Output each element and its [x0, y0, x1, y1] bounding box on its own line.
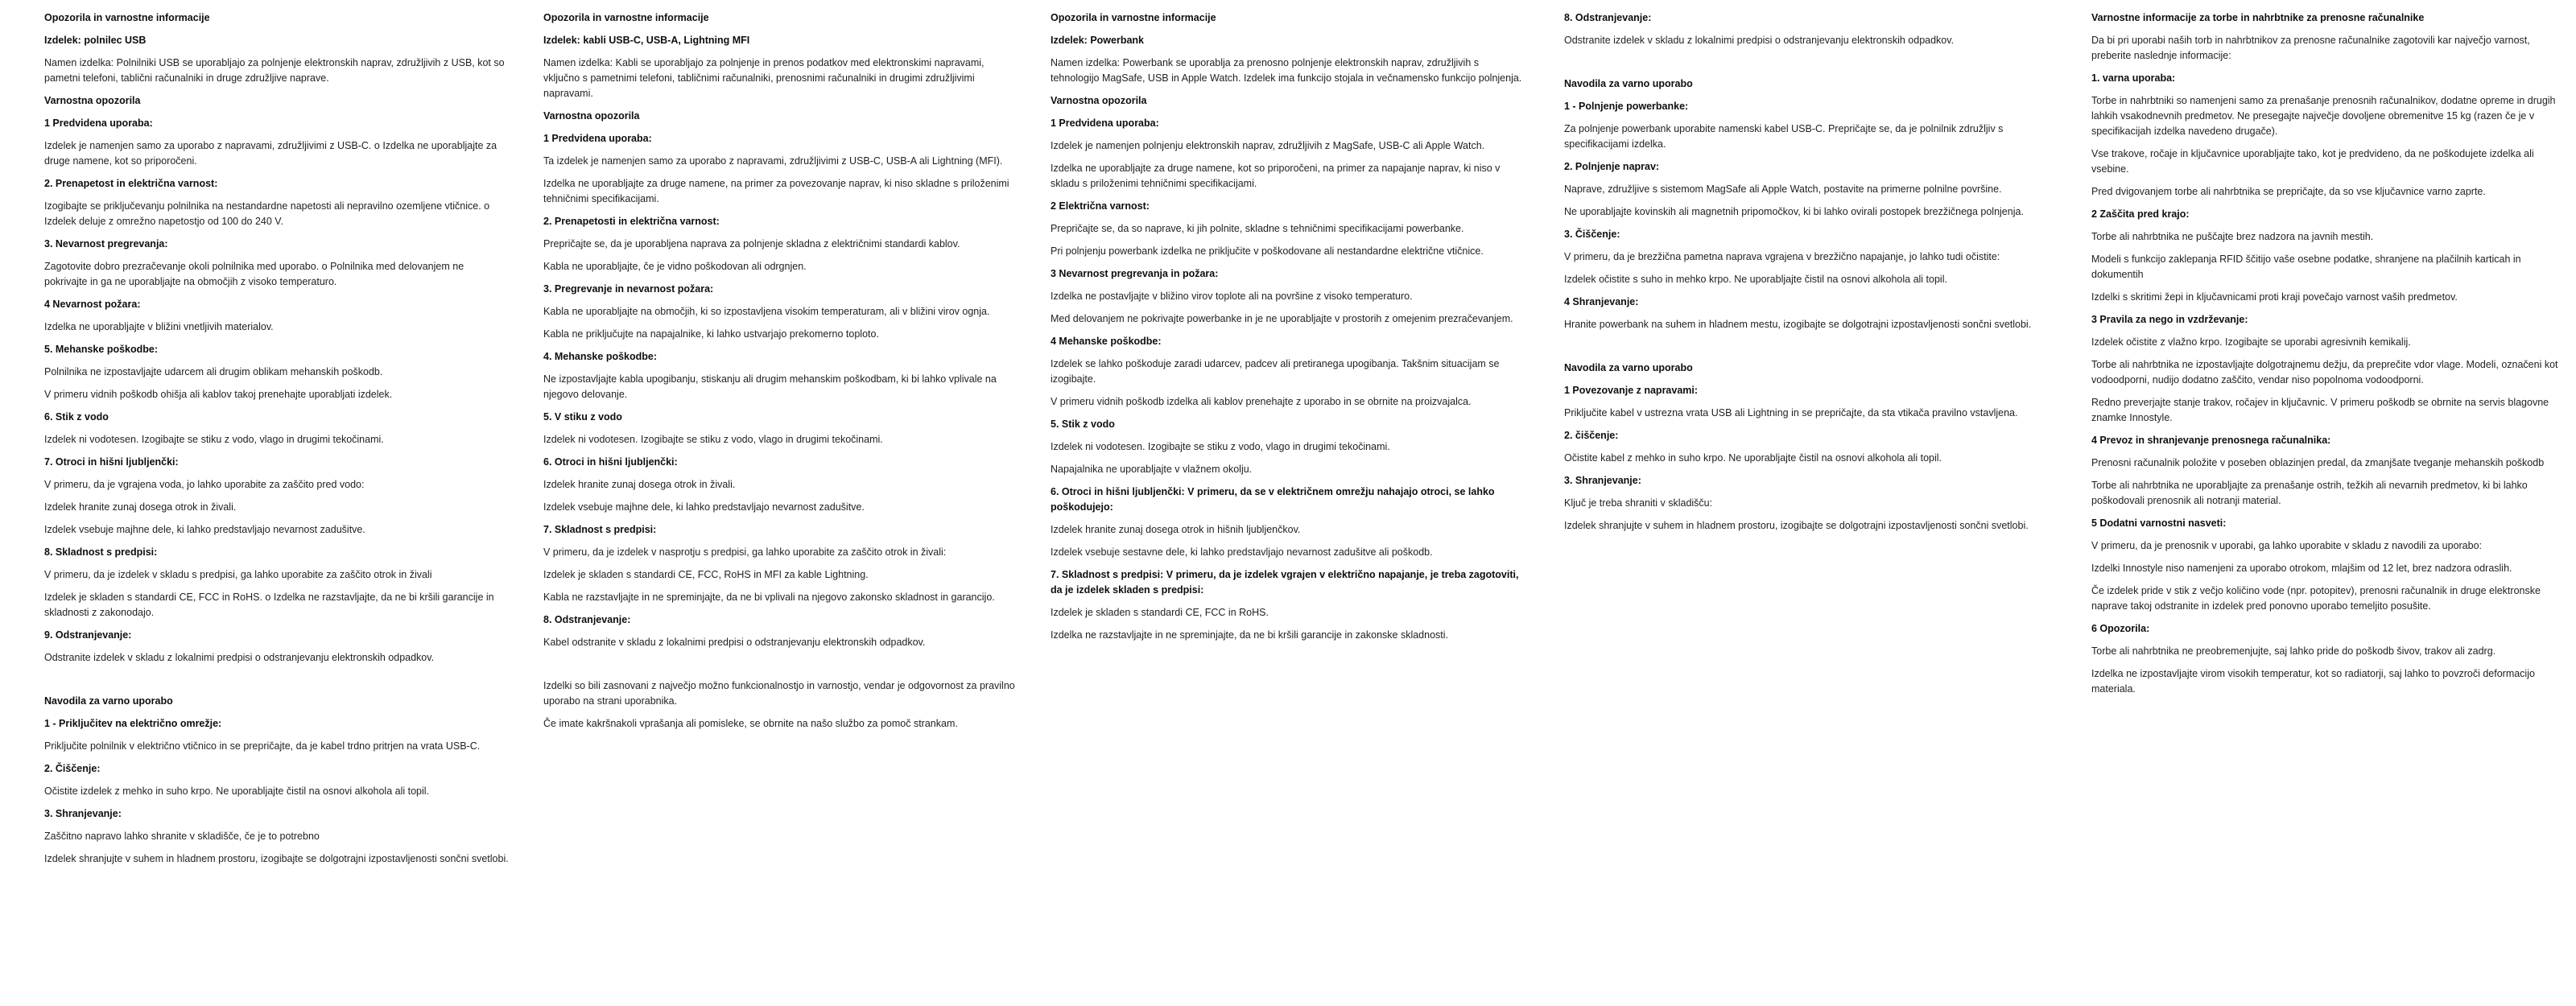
paragraph: Izdelka ne uporabljajte za druge namene, kot so priporočeni, na primer za napajanje naprav, ki niso v skladu s priloženimi tehničnimi specifikacijami.	[1051, 163, 1501, 189]
section-heading: 1 - Polnjenje powerbanke:	[1564, 101, 1689, 112]
section-heading: 1. varna uporaba:	[2091, 72, 2176, 84]
paragraph: Odstranite izdelek v skladu z lokalnimi predpisi o odstranjevanju elektronskih odpadkov.	[44, 652, 435, 663]
section-heading: 1 Povezovanje z napravami:	[1564, 385, 1699, 396]
paragraph: Polnilnika ne izpostavljajte udarcem ali drugim oblikam mehanskih poškodb.	[44, 366, 383, 377]
section-heading: 5. Mehanske poškodbe:	[44, 344, 159, 355]
paragraph: Izdelek shranjujte v suhem in hladnem prostoru, izogibajte se dolgotrajni izpostavljenosti sončni svetlobi.	[44, 853, 509, 864]
paragraph: Izdelek je namenjen samo za uporabo z napravami, združljivimi z USB-C. o Izdelka ne uporabljajte za druge namene, kot so priporočeni.	[44, 140, 497, 167]
section-heading: 2. Prenapetost in električna varnost:	[44, 178, 218, 189]
paragraph: Izdelek shranjujte v suhem in hladnem prostoru, izogibajte se dolgotrajni izpostavljenosti sončni svetlobi.	[1564, 520, 2029, 531]
paragraph: Izdelek hranite zunaj dosega otrok in živali.	[44, 501, 237, 513]
paragraph: Torbe ali nahrbtnika ne puščajte brez nadzora na javnih mestih.	[2091, 231, 2374, 242]
paragraph: Če izdelek pride v stik z večjo količino vode (npr. potopitev), prenosni računalnik in druge elektronske naprave takoj odstranite in izdelek pred ponovno uporabo temeljito posušite.	[2091, 585, 2541, 612]
paragraph: Izdelek je skladen s standardi CE, FCC in RoHS. o Izdelka ne razstavljajte, da ne bi kršili garancije in skladnosti z zakonodajo.	[44, 592, 494, 618]
section-spacer	[1564, 56, 2047, 76]
section-heading: 2 Električna varnost:	[1051, 200, 1150, 212]
paragraph: Kabla ne uporabljajte na območjih, ki so izpostavljena visokim temperaturam, ali v bližini virov ognja.	[543, 306, 990, 317]
text-column-powerbank	[1051, 10, 1529, 650]
section-heading: 1 - Priključitev na električno omrežje:	[44, 718, 222, 729]
section-heading: 2. Čiščenje:	[44, 763, 101, 774]
section-heading: 3 Pravila za nego in vzdrževanje:	[2091, 314, 2248, 325]
paragraph: Torbe ali nahrbtnika ne izpostavljajte dolgotrajnemu dežju, da preprečite vdor vlage. Modeli, označeni kot vodoodporni, nudijo dodatno zaščito, vendar niso popolnoma vodoodporni.	[2091, 359, 2558, 385]
paragraph: V primeru vidnih poškodb ohišja ali kablov takoj prenehajte uporabljati izdelek.	[44, 389, 393, 400]
paragraph: Torbe in nahrbtniki so namenjeni samo za prenašanje prenosnih računalnikov, dodatne opreme in drugih lahkih vsakodnevnih predmetov. Ne presegajte največje dovoljene obremenitve 15 kg (razen če je v specifikacijah izdelka navedeno drugače).	[2091, 95, 2556, 137]
paragraph: Napajalnika ne uporabljajte v vlažnem okolju.	[1051, 464, 1253, 475]
paragraph: Izdelek je skladen s standardi CE, FCC in RoHS.	[1051, 607, 1269, 618]
section-spacer	[44, 673, 510, 694]
paragraph: Odstranite izdelek v skladu z lokalnimi predpisi o odstranjevanju elektronskih odpadkov.	[1564, 35, 1955, 46]
paragraph: Zagotovite dobro prezračevanje okoli polnilnika med uporabo. o Polnilnika med delovanjem ne pokrivajte in ga ne uporabljajte na območjih z visoko temperaturo.	[44, 261, 464, 287]
paragraph: Med delovanjem ne pokrivajte powerbanke in je ne uporabljajte v prostorih z omejenim prezračevanjem.	[1051, 313, 1513, 324]
section-heading: 3. Čiščenje:	[1564, 229, 1620, 240]
paragraph: Izdelek ni vodotesen. Izogibajte se stiku z vodo, vlago in drugimi tekočinami.	[1051, 441, 1390, 452]
paragraph: Za polnjenje powerbank uporabite namenski kabel USB-C. Prepričajte se, da je polnilnik združljiv s specifikacijami izdelka.	[1564, 123, 2004, 150]
section-heading: Navodila za varno uporabo	[1564, 362, 1693, 373]
section-heading: Opozorila in varnostne informacije	[44, 12, 210, 23]
section-heading: 1 Predvidena uporaba:	[1051, 118, 1159, 129]
paragraph: Ne uporabljajte kovinskih ali magnetnih pripomočkov, ki bi lahko ovirali postopek brezžičnega polnjenja.	[1564, 206, 2024, 217]
section-heading: 3. Nevarnost pregrevanja:	[44, 238, 168, 249]
paragraph: Priključite polnilnik v električno vtičnico in se prepričajte, da je kabel trdno pritrjen na vrata USB-C.	[44, 740, 481, 752]
paragraph: Pred dvigovanjem torbe ali nahrbtnika se prepričajte, da so vse ključavnice varno zaprte.	[2091, 186, 2486, 197]
paragraph: Izdelek hranite zunaj dosega otrok in živali.	[543, 479, 736, 490]
paragraph: V primeru, da je izdelek v skladu s predpisi, ga lahko uporabite za zaščito otrok in živali	[44, 569, 432, 580]
section-heading: 4. Mehanske poškodbe:	[543, 351, 658, 362]
paragraph: Če imate kakršnakoli vprašanja ali pomisleke, se obrnite na našo službo za pomoč strankam.	[543, 718, 958, 729]
section-heading: 3 Nevarnost pregrevanja in požara:	[1051, 268, 1219, 279]
paragraph: Izdelek očistite s suho in mehko krpo. Ne uporabljajte čistil na osnovi alkohola ali topil.	[1564, 274, 1947, 285]
section-heading: 9. Odstranjevanje:	[44, 629, 132, 641]
section-heading: 1 Predvidena uporaba:	[44, 118, 153, 129]
paragraph: Izdelek je namenjen polnjenju elektronskih naprav, združljivih z MagSafe, USB-C ali Apple Watch.	[1051, 140, 1485, 151]
paragraph: Izdelek ni vodotesen. Izogibajte se stiku z vodo, vlago in drugimi tekočinami.	[543, 434, 883, 445]
section-heading: Varnostna opozorila	[1051, 95, 1147, 106]
section-heading: 7. Skladnost s predpisi:	[543, 524, 657, 535]
paragraph: Priključite kabel v ustrezna vrata USB ali Lightning in se prepričajte, da sta vtikača pravilno vstavljena.	[1564, 407, 2018, 418]
paragraph: Izdelek vsebuje majhne dele, ki lahko predstavljajo nevarnost zadušitve.	[44, 524, 365, 535]
section-heading: Varnostna opozorila	[543, 110, 640, 122]
section-heading: Navodila za varno uporabo	[44, 695, 173, 707]
paragraph: Izdelki so bili zasnovani z največjo možno funkcionalnostjo in varnostjo, vendar je odgovornost za pravilno uporabo na strani uporabnika.	[543, 680, 1015, 707]
section-spacer	[1564, 340, 2047, 361]
section-heading: 4 Nevarnost požara:	[44, 299, 141, 310]
section-heading: 3. Shranjevanje:	[44, 808, 122, 819]
section-heading: 6 Opozorila:	[2091, 623, 2150, 634]
paragraph: Torbe ali nahrbtnika ne preobremenjujte, saj lahko pride do poškodb šivov, trakov ali zadrg.	[2091, 645, 2496, 657]
paragraph: Izdelek vsebuje sestavne dele, ki lahko predstavljajo nevarnost zadušitve ali poškodb.	[1051, 546, 1433, 558]
paragraph: Izdelka ne postavljajte v bližino virov toplote ali na površine z visoko temperaturo.	[1051, 291, 1413, 302]
paragraph: Izdelek se lahko poškoduje zaradi udarcev, padcev ali pretiranega upogibanja. Takšnim situacijam se izogibajte.	[1051, 358, 1500, 385]
paragraph: Kabla ne uporabljajte, če je vidno poškodovan ali odrgnjen.	[543, 261, 807, 272]
paragraph: Ne izpostavljajte kabla upogibanju, stiskanju ali drugim mehanskim poškodbam, ki bi lahko vplivale na njegovo delovanje.	[543, 373, 997, 400]
section-heading: 6. Stik z vodo	[44, 411, 109, 423]
paragraph: Izdelki Innostyle niso namenjeni za uporabo otrokom, mlajšim od 12 let, brez nadzora odraslih.	[2091, 563, 2512, 574]
paragraph: Prepričajte se, da je uporabljena naprava za polnjenje skladna z električnimi standardi kablov.	[543, 238, 960, 249]
paragraph: V primeru, da je prenosnik v uporabi, ga lahko uporabite v skladu z navodili za uporabo:	[2091, 540, 2483, 551]
section-heading: 2. čiščenje:	[1564, 430, 1619, 441]
section-spacer	[543, 658, 1018, 678]
section-heading: Izdelek: polnilec USB	[44, 35, 147, 46]
paragraph: Ta izdelek je namenjen samo za uporabo z napravami, združljivimi z USB-C, USB-A ali Lightning (MFI).	[543, 155, 1003, 167]
paragraph: Hranite powerbank na suhem in hladnem mestu, izogibajte se dolgotrajni izpostavljenosti sončni svetlobi.	[1564, 319, 2032, 330]
paragraph: Modeli s funkcijo zaklepanja RFID ščitijo vaše osebne podatke, shranjene na plačilnih karticah in dokumentih	[2091, 254, 2521, 280]
paragraph: Pri polnjenju powerbank izdelka ne priključite v poškodovane ali nestandardne električne vtičnice.	[1051, 245, 1484, 257]
section-heading: 4 Prevoz in shranjevanje prenosnega računalnika:	[2091, 435, 2331, 446]
section-heading: 8. Odstranjevanje:	[543, 614, 631, 625]
section-heading: 8. Odstranjevanje:	[1564, 12, 1652, 23]
paragraph: Izdelek ni vodotesen. Izogibajte se stiku z vodo, vlago in drugimi tekočinami.	[44, 434, 384, 445]
section-heading: 3. Shranjevanje:	[1564, 475, 1641, 486]
paragraph: Izdelek je skladen s standardi CE, FCC, RoHS in MFI za kable Lightning.	[543, 569, 869, 580]
paragraph: Namen izdelka: Powerbank se uporablja za prenosno polnjenje elektronskih naprav, združljivih s tehnologijo MagSafe, USB in Apple Watch. Izdelek ima funkcijo stojala in večnamensko funkcijo polnjenja.	[1051, 57, 1522, 84]
paragraph: Kabla ne razstavljajte in ne spreminjajte, da ne bi vplivali na njegovo zakonsko skladnost in garancijo.	[543, 592, 995, 603]
section-heading: 6. Otroci in hišni ljubljenčki: V primeru, da se v električnem omrežju nahajajo otroci, se lahko poškodujejo:	[1051, 486, 1495, 513]
paragraph: V primeru vidnih poškodb izdelka ali kablov prenehajte z uporabo in se obrnite na proizvajalca.	[1051, 396, 1472, 407]
paragraph: Torbe ali nahrbtnika ne uporabljajte za prenašanje ostrih, težkih ali nevarnih predmetov, ki bi lahko poškodovali prenosnik ali notranji material.	[2091, 480, 2528, 506]
paragraph: Naprave, združljive s sistemom MagSafe ali Apple Watch, postavite na primerne polnilne površine.	[1564, 183, 2002, 195]
text-column-usb-charger	[44, 10, 510, 874]
paragraph: Očistite izdelek z mehko in suho krpo. Ne uporabljajte čistil na osnovi alkohola ali topil.	[44, 785, 430, 797]
paragraph: Ključ je treba shraniti v skladišču:	[1564, 497, 1713, 509]
paragraph: V primeru, da je brezžična pametna naprava vgrajena v brezžično napajanje, jo lahko tudi očistite:	[1564, 251, 2000, 262]
section-heading: Varnostna opozorila	[44, 95, 141, 106]
paragraph: Namen izdelka: Polnilniki USB se uporabljajo za polnjenje elektronskih naprav, združljivih z USB, kot so pametni telefoni, tablični računalniki in druge združljive naprave.	[44, 57, 505, 84]
section-heading: 7. Skladnost s predpisi: V primeru, da je izdelek vgrajen v električno napajanje, je treba zagotoviti, da je izdelek skladen s predpisi:	[1051, 569, 1519, 596]
paragraph: Redno preverjajte stanje trakov, ročajev in ključavnic. V primeru poškodb se obrnite na servis blagovne znamke Innostyle.	[2091, 397, 2549, 423]
section-heading: 7. Otroci in hišni ljubljenčki:	[44, 456, 179, 468]
paragraph: Izdelki s skritimi žepi in ključavnicami proti kraji povečajo varnost vaših predmetov.	[2091, 291, 2458, 303]
section-heading: 5 Dodatni varnostni nasveti:	[2091, 517, 2227, 529]
paragraph: Izdelek vsebuje majhne dele, ki lahko predstavljajo nevarnost zadušitve.	[543, 501, 865, 513]
section-heading: 6. Otroci in hišni ljubljenčki:	[543, 456, 678, 468]
section-heading: 4 Mehanske poškodbe:	[1051, 336, 1162, 347]
section-heading: Opozorila in varnostne informacije	[543, 12, 709, 23]
section-heading: 8. Skladnost s predpisi:	[44, 546, 158, 558]
paragraph: Vse trakove, ročaje in ključavnice uporabljajte tako, kot je predvideno, da ne poškodujete izdelka ali vsebine.	[2091, 148, 2534, 175]
paragraph: Prepričajte se, da so naprave, ki jih polnite, skladne s tehničnimi specifikacijami powerbanke.	[1051, 223, 1464, 234]
paragraph: Izdelek hranite zunaj dosega otrok in hišnih ljubljenčkov.	[1051, 524, 1301, 535]
paragraph: Izdelka ne razstavljajte in ne spreminjajte, da ne bi kršili garancije in zakonske skladnosti.	[1051, 629, 1449, 641]
section-heading: 5. Stik z vodo	[1051, 418, 1115, 430]
section-heading: 2. Prenapetosti in električna varnost:	[543, 216, 720, 227]
paragraph: Izdelka ne izpostavljajte virom visokih temperatur, kot so radiatorji, saj lahko to povzroči deformacijo materiala.	[2091, 668, 2535, 695]
section-heading: Izdelek: kabli USB-C, USB-A, Lightning MFI	[543, 35, 750, 46]
section-heading: 2. Polnjenje naprav:	[1564, 161, 1660, 172]
section-heading: Izdelek: Powerbank	[1051, 35, 1145, 46]
paragraph: Kabla ne priključujte na napajalnike, ki lahko ustvarjajo prekomerno toploto.	[543, 328, 879, 340]
section-heading: Opozorila in varnostne informacije	[1051, 12, 1216, 23]
section-heading: 1 Predvidena uporaba:	[543, 133, 652, 144]
paragraph: Izogibajte se priključevanju polnilnika na nestandardne napetosti ali nepravilno ozemljene vtičnice. o Izdelek deluje z omrežno napetostjo od 100 do 240 V.	[44, 200, 490, 227]
section-heading: Navodila za varno uporabo	[1564, 78, 1693, 89]
section-heading: 3. Pregrevanje in nevarnost požara:	[543, 283, 714, 295]
paragraph: Izdelka ne uporabljajte v bližini vnetljivih materialov.	[44, 321, 274, 332]
paragraph: Izdelka ne uporabljajte za druge namene, na primer za povezovanje naprav, ki niso skladne s priloženimi tehničnimi specifikacijami.	[543, 178, 1009, 204]
paragraph: Da bi pri uporabi naših torb in nahrbtnikov za prenosne računalnike zagotovili kar največjo varnost, preberite naslednje informacije:	[2091, 35, 2530, 61]
text-column-laptop-bags	[2091, 10, 2570, 704]
paragraph: Prenosni računalnik položite v poseben oblazinjen predal, da zmanjšate tveganje mehanskih poškodb	[2091, 457, 2545, 468]
section-heading: Varnostne informacije za torbe in nahrbtnike za prenosne računalnike	[2091, 12, 2425, 23]
section-heading: 5. V stiku z vodo	[543, 411, 622, 423]
paragraph: V primeru, da je izdelek v nasprotju s predpisi, ga lahko uporabite za zaščito otrok in živali:	[543, 546, 947, 558]
section-heading: 4 Shranjevanje:	[1564, 296, 1639, 307]
paragraph: Kabel odstranite v skladu z lokalnimi predpisi o odstranjevanju elektronskih odpadkov.	[543, 637, 926, 648]
text-column-cables	[543, 10, 1018, 739]
paragraph: Očistite kabel z mehko in suho krpo. Ne uporabljajte čistil na osnovi alkohola ali topil.	[1564, 452, 1942, 464]
paragraph: V primeru, da je vgrajena voda, jo lahko uporabite za zaščito pred vodo:	[44, 479, 365, 490]
paragraph: Namen izdelka: Kabli se uporabljajo za polnjenje in prenos podatkov med elektronskimi napravami, vključno s pametnimi telefoni, tabličnimi računalniki, prenosnimi računalniki in drugimi združljivimi napravami.	[543, 57, 985, 99]
section-heading: 2 Zaščita pred krajo:	[2091, 208, 2190, 220]
paragraph: Zaščitno napravo lahko shranite v skladišče, če je to potrebno	[44, 831, 320, 842]
text-column-usage-instructions	[1564, 10, 2047, 541]
paragraph: Izdelek očistite z vlažno krpo. Izogibajte se uporabi agresivnih kemikalij.	[2091, 336, 2411, 348]
